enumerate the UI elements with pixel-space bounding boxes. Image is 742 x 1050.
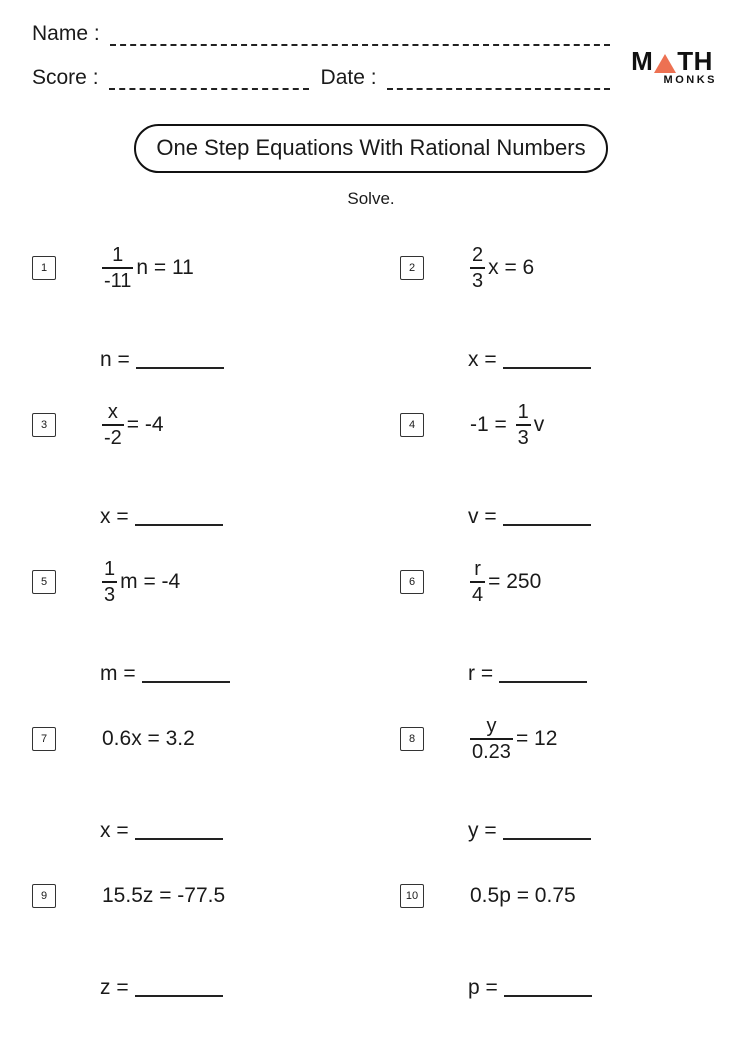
fraction-denominator: -2	[104, 427, 122, 449]
equation	[470, 401, 544, 449]
answer-label: r =	[468, 662, 494, 685]
problem-head	[32, 243, 400, 293]
math-monks-logo	[626, 48, 718, 86]
answer-row	[468, 348, 710, 372]
logo-word-post: TH	[677, 46, 713, 76]
fraction-denominator: 4	[472, 584, 484, 606]
answer-label: z =	[100, 976, 129, 999]
fraction	[102, 558, 117, 606]
problem-number-badge: 7	[32, 727, 56, 751]
answer-blank[interactable]	[135, 838, 223, 840]
fraction-denominator: 3	[517, 427, 529, 449]
fraction-bar	[470, 267, 485, 269]
problem	[400, 400, 710, 557]
equation-text: x = 6	[488, 256, 535, 279]
answer-row	[100, 819, 400, 843]
fraction-numerator: 1	[517, 401, 529, 423]
date-fill-line[interactable]	[387, 67, 610, 90]
name-label: Name :	[32, 22, 100, 45]
equation	[102, 884, 225, 908]
problem-head	[400, 243, 710, 293]
answer-blank[interactable]	[499, 681, 587, 683]
fraction-denominator: 3	[104, 584, 116, 606]
answer-label: p =	[468, 976, 498, 999]
problem-number-badge: 9	[32, 884, 56, 908]
equation	[470, 715, 557, 763]
equation	[102, 401, 164, 449]
fraction-bar	[102, 267, 133, 269]
answer-blank[interactable]	[504, 995, 592, 997]
fraction-bar	[102, 581, 117, 583]
problem-head	[400, 871, 710, 921]
fraction-denominator: 0.23	[472, 741, 511, 763]
equation-text: m = -4	[120, 570, 181, 593]
fraction-numerator: y	[486, 715, 497, 737]
answer-label: n =	[100, 348, 130, 371]
fraction	[470, 244, 485, 292]
equation-text: 15.5z = -77.5	[102, 884, 226, 907]
answer-label: x =	[468, 348, 497, 371]
equation	[102, 244, 194, 292]
answer-blank[interactable]	[135, 995, 223, 997]
logo-wordmark	[626, 48, 718, 74]
fraction-numerator: r	[474, 558, 481, 580]
answer-row	[100, 662, 400, 686]
logo-word-pre: M	[631, 46, 654, 76]
fraction-denominator: -11	[104, 270, 132, 292]
problem-number-badge: 8	[400, 727, 424, 751]
equation-text: n = 11	[136, 256, 194, 279]
problem	[32, 243, 400, 400]
problem	[400, 243, 710, 400]
equation-text: = -4	[126, 413, 164, 436]
answer-row	[468, 505, 710, 529]
problem	[400, 714, 710, 871]
problems-grid	[32, 243, 710, 1028]
equation-text: v	[533, 413, 545, 436]
answer-label: m =	[100, 662, 136, 685]
problem-number-badge: 5	[32, 570, 56, 594]
instruction-text: Solve.	[347, 189, 395, 208]
answer-label: v =	[468, 505, 497, 528]
fraction-denominator: 3	[472, 270, 484, 292]
fraction-bar	[470, 581, 485, 583]
problem-head	[400, 714, 710, 764]
logo-triangle-icon	[654, 54, 676, 73]
equation-text: 0.5p = 0.75	[470, 884, 576, 907]
fraction-bar	[470, 738, 513, 740]
problem-head	[32, 400, 400, 450]
answer-blank[interactable]	[503, 838, 591, 840]
score-fill-line[interactable]	[109, 67, 309, 90]
fraction-numerator: x	[107, 401, 118, 423]
equation-text: -1 =	[470, 413, 513, 436]
equation-text: 0.6x = 3.2	[102, 727, 195, 750]
problem-number-badge: 6	[400, 570, 424, 594]
problem	[400, 557, 710, 714]
answer-blank[interactable]	[142, 681, 230, 683]
worksheet-title: One Step Equations With Rational Numbers	[134, 124, 607, 173]
problem	[32, 400, 400, 557]
answer-blank[interactable]	[503, 524, 591, 526]
score-label: Score :	[32, 66, 99, 89]
answer-row	[100, 348, 400, 372]
equation	[102, 558, 180, 606]
problem-head	[400, 557, 710, 607]
equation	[470, 244, 534, 292]
answer-label: x =	[100, 819, 129, 842]
equation-text: = 250	[488, 570, 542, 593]
answer-row	[100, 505, 400, 529]
problem-number-badge: 10	[400, 884, 424, 908]
answer-blank[interactable]	[135, 524, 223, 526]
fraction	[470, 715, 513, 763]
problem-head	[32, 714, 400, 764]
fraction	[102, 244, 133, 292]
problem	[400, 871, 710, 1028]
score-date-row	[32, 66, 710, 90]
fraction	[516, 401, 531, 449]
equation	[470, 884, 576, 908]
equation-text: = 12	[515, 727, 558, 750]
fraction	[102, 401, 124, 449]
problem-number-badge: 1	[32, 256, 56, 280]
problem-head	[32, 557, 400, 607]
answer-row	[468, 976, 710, 1000]
name-fill-line[interactable]	[110, 23, 610, 46]
equation	[102, 727, 195, 751]
name-row	[32, 22, 710, 46]
answer-blank[interactable]	[136, 367, 224, 369]
answer-row	[468, 662, 710, 686]
problem	[32, 557, 400, 714]
problem-number-badge: 4	[400, 413, 424, 437]
date-label: Date :	[320, 66, 377, 89]
problem-head	[32, 871, 400, 921]
logo-subtitle: MONKS	[663, 74, 717, 86]
fraction-numerator: 1	[112, 244, 124, 266]
fraction-bar	[516, 424, 531, 426]
fraction	[470, 558, 485, 606]
answer-label: x =	[100, 505, 129, 528]
equation	[470, 558, 541, 606]
problem-number-badge: 2	[400, 256, 424, 280]
problem	[32, 871, 400, 1028]
answer-row	[468, 819, 710, 843]
problem-head	[400, 400, 710, 450]
answer-blank[interactable]	[503, 367, 591, 369]
answer-row	[100, 976, 400, 1000]
fraction-numerator: 1	[104, 558, 116, 580]
problem	[32, 714, 400, 871]
problem-number-badge: 3	[32, 413, 56, 437]
answer-label: y =	[468, 819, 497, 842]
fraction-bar	[102, 424, 124, 426]
fraction-numerator: 2	[472, 244, 484, 266]
